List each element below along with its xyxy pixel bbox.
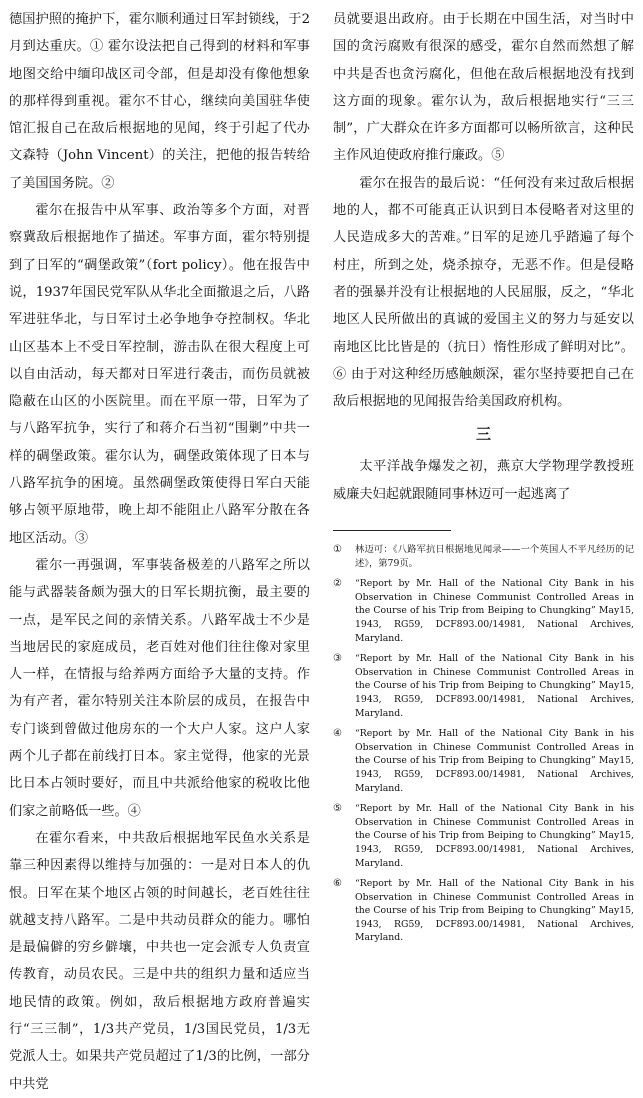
footnote-text: “Report by Mr. Hall of the National City Bank in his Observation in Chinese Communist Controlled Areas in the Course of his Trip from Beiping to Chungking” May15, 1943, RG59, DCF893.00/14981, National Archives, Maryland. <box>355 878 634 944</box>
body-paragraph: 霍尔一再强调，军事装备极差的八路军之所以能与武器装备颇为强大的日军长期抗衡，最主要的一点，是军民之间的亲情关系。八路军战士不少是当地居民的家庭成员，老百姓对他们往往像对家里人一样，在情报与给养两方面给予大量的支持。作为有产者，霍尔特别关注本阶层的成员，在报告中专门谈到曾做过他房东的一个大户人家。这户人家两个儿子都在前线打日本。家主觉得，他家的光景比日本占领时要好，而且中共派给他家的税收比他们家之前略低一些。④ <box>9 557 310 819</box>
footnote-item <box>333 727 634 795</box>
body-paragraph: 在霍尔看来，中共敌后根据地军民鱼水关系是靠三种因素得以维持与加强的：一是对日本人的仇恨。日军在某个地区占领的时间越长，老百姓往往就越支持八路军。二是中共动员群众的能力。哪怕是最偏僻的穷乡僻壤，中共也一定会派专人负责宣传教育，动员农民。三是中共的组织力量和适应当地民情的政策。例如，敌后根据地方政府普遍实行“三三制”，1/3共产党员，1/3国民党员，1/3无党派人士。如果共产党员超过了1/3的比例，一部分中共党 <box>9 830 310 1092</box>
body-paragraph: 太平洋战争爆发之初，燕京大学物理学教授班威廉夫妇起就跟随同事林迈可一起逃离了 <box>333 459 634 502</box>
footnote-mark: ② <box>333 578 342 590</box>
section-heading: 三 <box>475 425 491 444</box>
footnote-item <box>333 802 634 870</box>
footnote-mark: ③ <box>333 653 342 665</box>
left-column <box>9 6 310 1098</box>
footnote-mark: ⑤ <box>333 803 342 815</box>
footnote-text: “Report by Mr. Hall of the National City Bank in his Observation in Chinese Communist Controlled Areas in the Course of his Trip from Beiping to Chungking” May15, 1943, RG59, DCF893.00/14981, National Archives, Maryland. <box>355 803 634 869</box>
footnote-item <box>333 652 634 720</box>
footnote-item <box>333 543 634 570</box>
footnote-text: “Report by Mr. Hall of the National City Bank in his Observation in Chinese Communist Controlled Areas in the Course of his Trip from Beiping to Chungking” May15, 1943, RG59, DCF893.00/14981, National Archives, Maryland. <box>355 728 634 794</box>
footnote-divider <box>333 530 451 531</box>
body-paragraph: 德国护照的掩护下，霍尔顺利通过日军封锁线，于2月到达重庆。① 霍尔设法把自己得到的材料和军事地图交给中缅印战区司令部，但是却没有像他想象的那样得到重视。霍尔不甘心，继续向美国驻华使馆汇报自己在敌后根据地的见闻，终于引起了代办文森特（John Vincent）的关注，把他的报告转给了美国国务院。② <box>9 12 310 191</box>
footnote-item <box>333 577 634 645</box>
footnote-text: “Report by Mr. Hall of the National City Bank in his Observation in Chinese Communist Controlled Areas in the Course of his Trip from Beiping to Chungking” May15, 1943, RG59, DCF893.00/14981, National Archives, Maryland. <box>355 578 634 644</box>
footnote-mark: ④ <box>333 728 342 740</box>
body-paragraph: 员就要退出政府。由于长期在中国生活，对当时中国的贪污腐败有很深的感受，霍尔自然而然想了解中共是否也贪污腐化，但他在敌后根据地没有找到这方面的现象。霍尔认为，敌后根据地实行“三三制”，广大群众在许多方面都可以畅所欲言，这种民主作风迫使政府推行廉政。⑤ <box>333 12 634 164</box>
right-column <box>333 6 634 952</box>
footnote-text: 林迈可：《八路军抗日根据地见闻录——一个英国人不平凡经历的记述》，第79页。 <box>355 544 634 569</box>
footnote-text: “Report by Mr. Hall of the National City Bank in his Observation in Chinese Communist Controlled Areas in the Course of his Trip from Beiping to Chungking” May15, 1943, RG59, DCF893.00/14981, National Archives, Maryland. <box>355 653 634 719</box>
footnote-mark: ⑥ <box>333 878 342 890</box>
footnote-mark: ① <box>333 544 342 556</box>
body-paragraph: 霍尔在报告的最后说：“任何没有来过敌后根据地的人，都不可能真正认识到日本侵略者对这里的人民造成多大的苦难。”日军的足迹几乎踏遍了每个村庄，所到之处，烧杀掠夺，无恶不作。但是侵略者的强暴并没有让根据地的人民屈服，反之，“华北地区人民所做出的真诚的爱国主义的努力与延安以南地区比比皆是的（抗日）惰性形成了鲜明对比”。⑥ 由于对这种经历感触颇深，霍尔坚持要把自己在敌后根据地的见闻报告给美国政府机构。 <box>333 175 634 410</box>
body-paragraph: 霍尔在报告中从军事、政治等多个方面，对晋察冀敌后根据地作了描述。军事方面，霍尔特别提到了日军的“碉堡政策”（fort policy）。他在报告中说，1937年国民党军队从华北全面撤退之后，八路军进驻华北，与日军讨土必争地争夺控制权。华北山区基本上不受日军控制，游击队在很大程度上可以自由活动，每天都对日军进行袭击，而伤员就被隐蔽在山区的小医院里。而在平原一带，日军为了与八路军抗争，实行了和蒋介石当初“围剿”中共一样的碉堡政策。霍尔认为，碉堡政策体现了日本与八路军抗争的困境。虽然碉堡政策使得日军白天能够占领平原地带，晚上却不能阻止八路军分散在各地区活动。③ <box>9 203 310 546</box>
footnote-item <box>333 877 634 945</box>
footnote-list <box>333 543 634 945</box>
